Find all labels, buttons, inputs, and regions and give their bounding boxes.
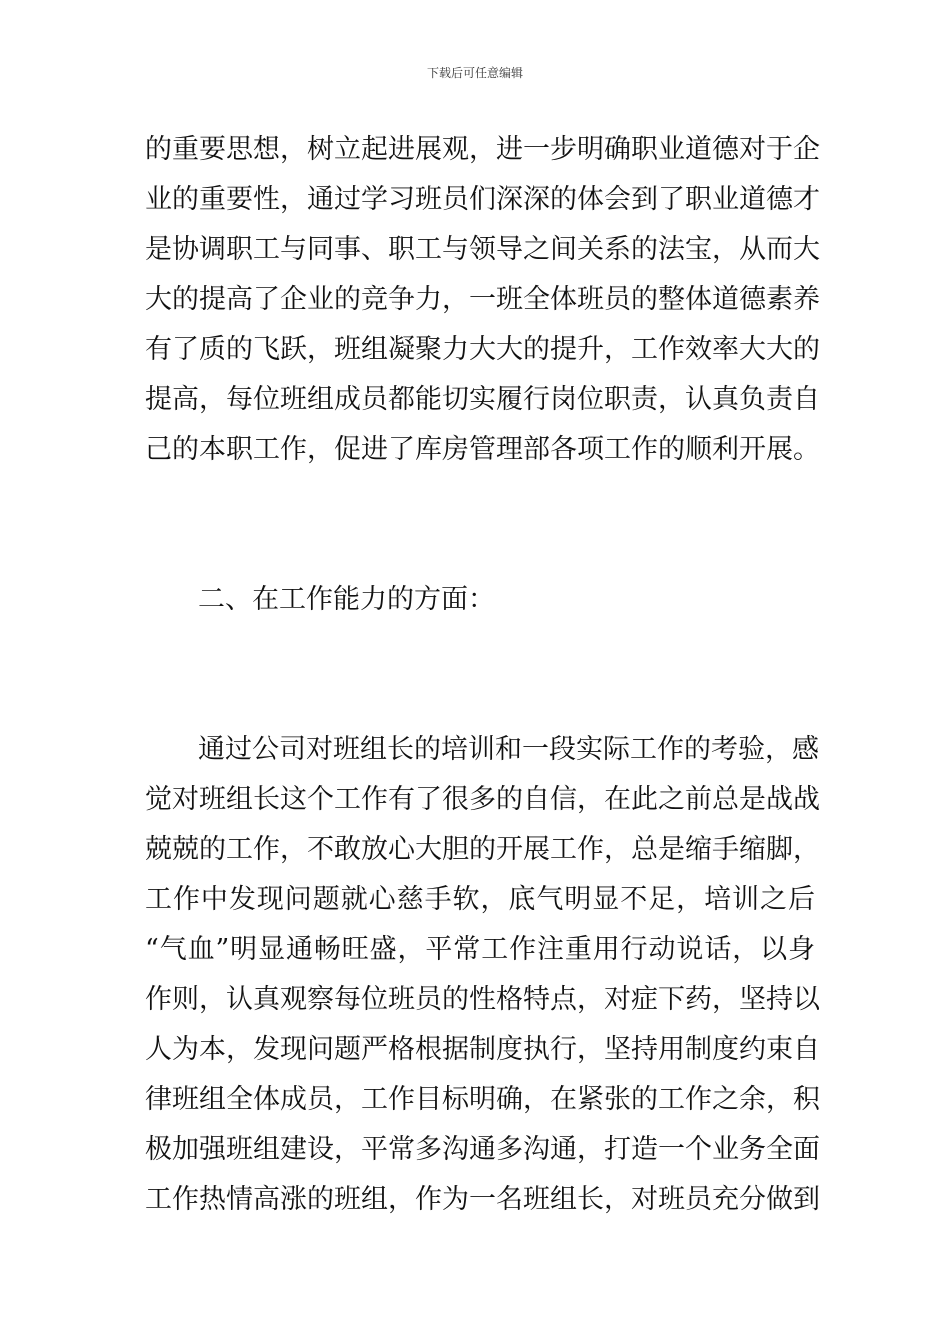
section-heading: 二、在工作能力的方面： (198, 584, 495, 615)
paragraph-line: 人为本，发现问题严格根据制度执行，坚持用制度约束自 (145, 1034, 820, 1065)
paragraph-line: 的重要思想，树立起进展观，进一步明确职业道德对于企 (145, 134, 820, 165)
paragraph-line: 己的本职工作，促进了库房管理部各项工作的顺利开展。 (145, 434, 820, 465)
paragraph-line: 业的重要性，通过学习班员们深深的体会到了职业道德才 (145, 184, 820, 215)
paragraph-line: “气血”明显通畅旺盛，平常工作注重用行动说话，以身 (145, 934, 815, 965)
paragraph-line: 作则，认真观察每位班员的性格特点，对症下药，坚持以 (145, 984, 820, 1015)
paragraph-line: 工作热情高涨的班组，作为一名班组长，对班员充分做到 (145, 1184, 820, 1215)
paragraph-line: 工作中发现问题就心慈手软，底气明显不足，培训之后 (145, 884, 815, 915)
paragraph-line: 觉对班组长这个工作有了很多的自信，在此之前总是战战 (145, 784, 820, 815)
paragraph-line: 律班组全体成员，工作目标明确，在紧张的工作之余，积 (145, 1084, 820, 1115)
paragraph-line: 通过公司对班组长的培训和一段实际工作的考验，感 (198, 734, 819, 765)
paragraph-line: 有了质的飞跃，班组凝聚力大大的提升，工作效率大大的 (145, 334, 820, 365)
paragraph-line: 是协调职工与同事、职工与领导之间关系的法宝，从而大 (145, 234, 820, 265)
paragraph-line: 大的提高了企业的竞争力，一班全体班员的整体道德素养 (145, 284, 820, 315)
paragraph-line: 兢兢的工作，不敢放心大胆的开展工作，总是缩手缩脚， (145, 834, 820, 865)
paragraph-line: 提高，每位班组成员都能切实履行岗位职责，认真负责自 (145, 384, 820, 415)
header-note: 下载后可任意编辑 (426, 66, 523, 80)
paragraph-line: 极加强班组建设，平常多沟通多沟通，打造一个业务全面 (145, 1134, 820, 1165)
